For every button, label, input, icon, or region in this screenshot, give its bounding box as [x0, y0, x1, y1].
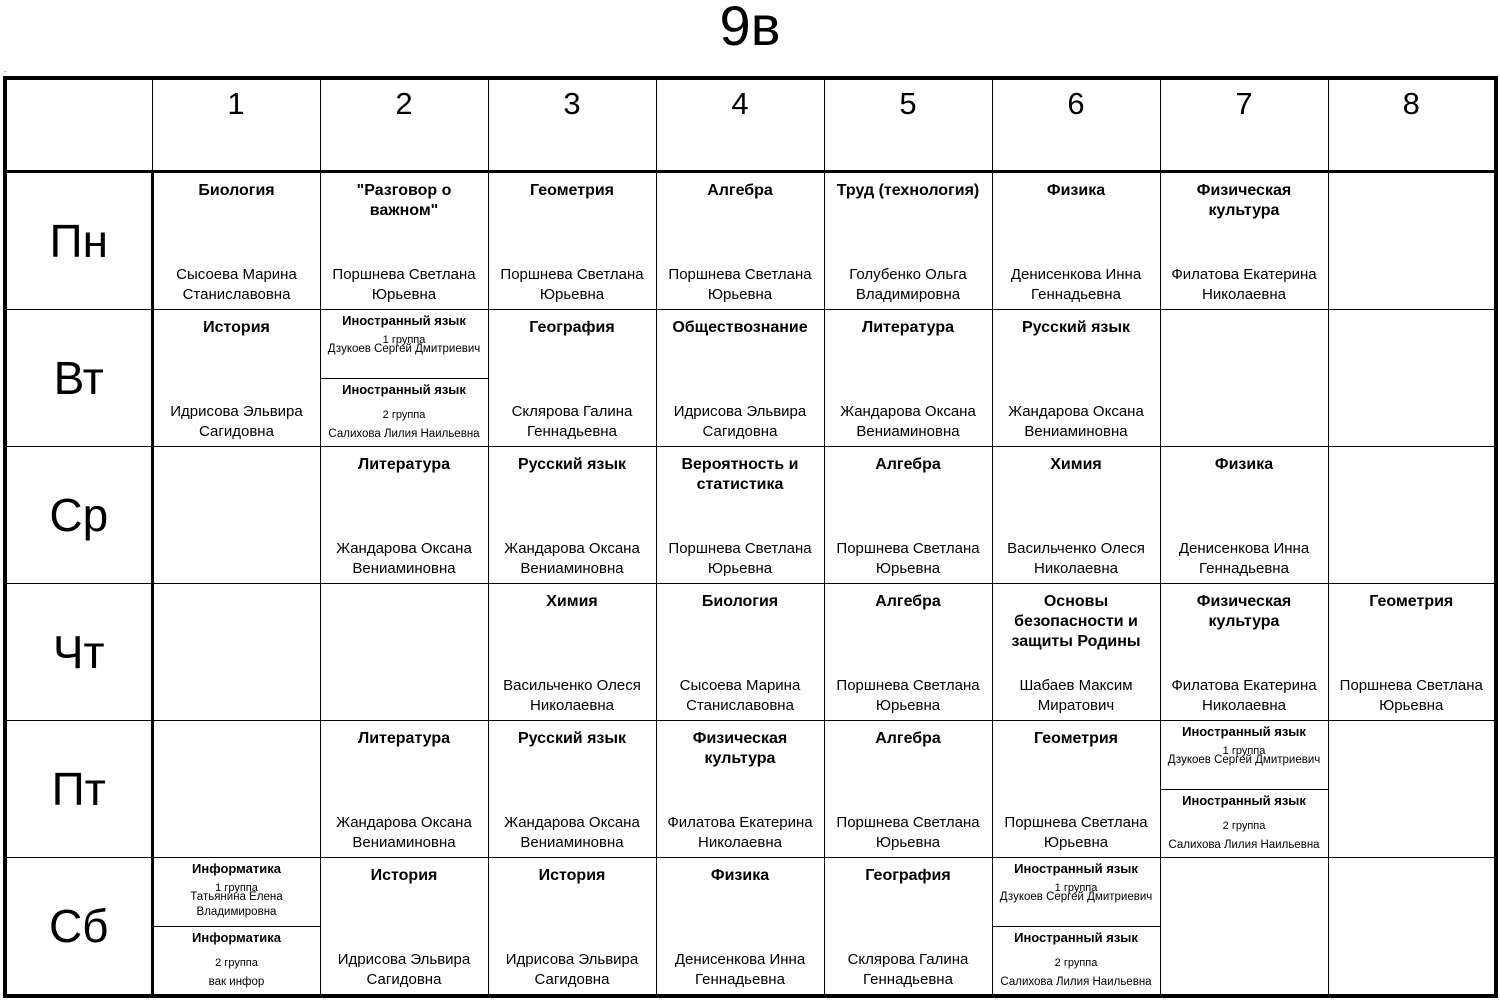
teacher-name: Склярова Галина Геннадьевна: [847, 951, 969, 988]
day-row: [5, 858, 1496, 997]
teacher-name: Поршнева Светлана Юрьевна: [668, 540, 812, 577]
lesson-cell: [656, 721, 824, 858]
teacher-name: Салихова Лилия Наильевна: [1168, 839, 1320, 851]
lesson-cell-content: [825, 721, 992, 857]
period-header-7: 7: [1160, 78, 1328, 172]
subject-name: Физика: [1214, 456, 1274, 473]
subject-name: Иностранный язык: [1182, 793, 1306, 808]
subject-name: Физическая культура: [1196, 182, 1292, 219]
lesson-cell: [1328, 584, 1496, 721]
teacher-name: Жандарова Оксана Вениаминовна: [1008, 403, 1144, 440]
lesson-cell-content: [1161, 447, 1328, 583]
lesson-cell: [992, 858, 1160, 997]
day-row: [5, 172, 1496, 310]
day-row: [5, 447, 1496, 584]
corner-mark: .: [4, 65, 7, 74]
subject-name: Физика: [710, 867, 770, 884]
subject-name: Физическая культура: [692, 730, 788, 767]
lesson-cell: [488, 172, 656, 310]
group-label: 2 группа: [1054, 957, 1098, 969]
teacher-name: Филатова Екатерина Николаевна: [1171, 677, 1317, 714]
subject-name: Русский язык: [517, 730, 627, 747]
subject-name: Химия: [1050, 456, 1102, 473]
lesson-cell: [1160, 447, 1328, 584]
lesson-cell-content: [154, 310, 320, 446]
lesson-cell-content: [1161, 721, 1328, 857]
lesson-cell-content: [657, 858, 824, 994]
day-row: [5, 310, 1496, 447]
day-label: Вт: [5, 310, 152, 447]
teacher-name: Филатова Екатерина Николаевна: [1171, 266, 1317, 303]
teacher-name: Салихова Лилия Наильевна: [1000, 976, 1152, 988]
teacher-name: Поршнева Светлана Юрьевна: [332, 266, 476, 303]
lesson-cell: [152, 584, 320, 721]
lesson-cell-content: [825, 173, 992, 309]
lesson-cell: [1160, 858, 1328, 997]
lesson-cell-content: [657, 584, 824, 720]
lesson-cell: [824, 858, 992, 997]
teacher-name: Дзукоев Сергей Дмитриевич: [1167, 754, 1321, 766]
period-header-8: 8: [1328, 78, 1496, 172]
group-label: 1 группа: [215, 882, 258, 894]
lesson-cell: [152, 721, 320, 858]
lesson-cell-content: [154, 173, 320, 309]
subject-name: Алгебра: [875, 593, 941, 610]
lesson-cell: [488, 721, 656, 858]
period-header-3: 3: [488, 78, 656, 172]
subject-name: Геометрия: [1369, 593, 1454, 610]
subject-name: Русский язык: [517, 456, 627, 473]
lesson-cell-content: [1329, 721, 1495, 857]
subject-name: Иностранный язык: [342, 313, 466, 328]
teacher-name: Жандарова Оксана Вениаминовна: [840, 403, 976, 440]
group-1-subcell: [154, 858, 320, 927]
lesson-cell-content: [1329, 310, 1495, 446]
group-2-subcell: [154, 927, 320, 995]
teacher-name: Дзукоев Сергей Дмитриевич: [999, 891, 1153, 903]
day-label: Пн: [5, 172, 152, 310]
subject-name: Алгебра: [875, 456, 941, 473]
day-label: Пт: [5, 721, 152, 858]
lesson-cell-content: [1161, 173, 1328, 309]
teacher-name: Поршнева Светлана Юрьевна: [836, 540, 980, 577]
lesson-cell-content: [993, 858, 1160, 994]
lesson-cell-content: [489, 310, 656, 446]
lesson-cell-content: [154, 721, 320, 857]
lesson-cell-content: [825, 584, 992, 720]
lesson-cell-content: [657, 173, 824, 309]
teacher-name: Голубенко Ольга Владимировна: [849, 266, 967, 303]
lesson-cell-content: [993, 584, 1160, 720]
group-label: 1 группа: [382, 334, 426, 346]
teacher-name: Идрисова Эльвира Сагидовна: [170, 403, 303, 440]
day-row: [5, 721, 1496, 858]
teacher-name: Поршнева Светлана Юрьевна: [836, 677, 980, 714]
teacher-name: Денисенкова Инна Геннадьевна: [1010, 266, 1142, 303]
teacher-name: вак инфор: [208, 976, 265, 988]
teacher-name: Поршнева Светлана Юрьевна: [836, 814, 980, 851]
lesson-cell: [1160, 584, 1328, 721]
subject-name: Информатика: [192, 861, 281, 876]
group-label: 2 группа: [1222, 820, 1266, 832]
teacher-name: Филатова Екатерина Николаевна: [667, 814, 813, 851]
day-label: Ср: [5, 447, 152, 584]
lesson-cell-content: [321, 858, 488, 994]
subject-name: Иностранный язык: [1014, 930, 1138, 945]
lesson-cell-content: [154, 447, 320, 583]
subject-name: Основы безопасности и защиты Родины: [1011, 593, 1141, 650]
lesson-cell-content: [1161, 310, 1328, 446]
group-label: 1 группа: [1054, 882, 1098, 894]
subject-name: Иностранный язык: [1182, 724, 1306, 739]
lesson-cell: [656, 584, 824, 721]
lesson-cell-content: [489, 173, 656, 309]
lesson-cell: [1328, 172, 1496, 310]
lesson-cell-content: [1161, 858, 1328, 994]
day-label: Сб: [5, 858, 152, 997]
lesson-cell: [992, 721, 1160, 858]
lesson-cell-content: [993, 721, 1160, 857]
lesson-cell: [1160, 721, 1328, 858]
group-label: 2 группа: [382, 409, 426, 421]
teacher-name: Денисенкова Инна Геннадьевна: [1178, 540, 1310, 577]
subject-name: Физика: [1046, 182, 1106, 199]
lesson-cell-content: [825, 310, 992, 446]
teacher-name: Жандарова Оксана Вениаминовна: [504, 540, 640, 577]
teacher-name: Жандарова Оксана Вениаминовна: [336, 814, 472, 851]
lesson-cell: [488, 310, 656, 447]
lesson-cell: [320, 721, 488, 858]
lesson-cell-content: [657, 721, 824, 857]
lesson-cell: [152, 447, 320, 584]
teacher-name: Шабаев Максим Миратович: [1019, 677, 1133, 714]
group-2-subcell: [993, 927, 1160, 995]
lesson-cell: [320, 584, 488, 721]
lesson-cell-content: [825, 858, 992, 994]
subject-name: Обществознание: [672, 319, 808, 336]
lesson-cell: [1160, 172, 1328, 310]
subject-name: Биология: [701, 593, 779, 610]
teacher-name: Идрисова Эльвира Сагидовна: [337, 951, 471, 988]
subject-name: Информатика: [192, 930, 281, 945]
lesson-cell-content: [993, 447, 1160, 583]
lesson-cell-content: [321, 310, 488, 446]
teacher-name: Татьянина Елена Владимировна: [190, 891, 283, 918]
lesson-cell: [1328, 858, 1496, 997]
teacher-name: Жандарова Оксана Вениаминовна: [504, 814, 640, 851]
lesson-cell: [1328, 310, 1496, 447]
group-label: 2 группа: [215, 957, 258, 969]
subject-name: Литература: [861, 319, 955, 336]
lesson-cell: [488, 447, 656, 584]
subject-name: Вероятность и статистика: [681, 456, 799, 493]
teacher-name: Денисенкова Инна Геннадьевна: [674, 951, 806, 988]
lesson-cell: [824, 172, 992, 310]
lesson-cell: [1328, 721, 1496, 858]
lesson-cell-content: [154, 584, 320, 720]
lesson-cell: [992, 584, 1160, 721]
group-label: 1 группа: [1222, 745, 1266, 757]
group-2-subcell: [1161, 790, 1328, 858]
lesson-cell: [152, 310, 320, 447]
group-1-subcell: [321, 310, 488, 379]
lesson-cell-content: [993, 310, 1160, 446]
lesson-cell-content: [657, 447, 824, 583]
subject-name: История: [203, 319, 270, 336]
subject-name: Иностранный язык: [342, 382, 466, 397]
lesson-cell-content: [657, 310, 824, 446]
teacher-name: Идрисова Эльвира Сагидовна: [673, 403, 807, 440]
teacher-name: Сысоева Марина Станиславовна: [679, 677, 801, 714]
subject-name: Геометрия: [1033, 730, 1119, 747]
teacher-name: Поршнева Светлана Юрьевна: [500, 266, 644, 303]
lesson-cell: [1160, 310, 1328, 447]
teacher-name: Васильченко Олеся Николаевна: [503, 677, 641, 714]
subject-name: Алгебра: [875, 730, 941, 747]
lesson-cell-content: [489, 584, 656, 720]
lesson-cell: [152, 172, 320, 310]
subject-name: Физическая культура: [1196, 593, 1292, 630]
teacher-name: Васильченко Олеся Николаевна: [1007, 540, 1145, 577]
subject-name: Литература: [357, 456, 451, 473]
teacher-name: Идрисова Эльвира Сагидовна: [505, 951, 639, 988]
lesson-cell: [656, 447, 824, 584]
lesson-cell: [824, 447, 992, 584]
lesson-cell-content: [489, 858, 656, 994]
lesson-cell: [1328, 447, 1496, 584]
lesson-cell-content: [154, 858, 320, 994]
lesson-cell: [656, 858, 824, 997]
day-label: Чт: [5, 584, 152, 721]
lesson-cell-content: [825, 447, 992, 583]
corner-cell: [5, 78, 152, 172]
subject-name: Химия: [546, 593, 598, 610]
subject-name: География: [529, 319, 615, 336]
subject-name: География: [865, 867, 951, 884]
period-header-2: 2: [320, 78, 488, 172]
teacher-name: Поршнева Светлана Юрьевна: [1004, 814, 1148, 851]
lesson-cell-content: [1329, 173, 1495, 309]
lesson-cell-content: [1329, 447, 1495, 583]
subject-name: История: [370, 867, 438, 884]
lesson-cell-content: [993, 173, 1160, 309]
subject-name: Труд (технология): [836, 182, 980, 199]
schedule-title: 9в: [719, 0, 781, 57]
lesson-cell: [992, 172, 1160, 310]
group-2-subcell: [321, 379, 488, 447]
lesson-cell: [320, 172, 488, 310]
lesson-cell: [656, 310, 824, 447]
lesson-cell-content: [321, 721, 488, 857]
lesson-cell: [824, 584, 992, 721]
period-header-4: 4: [656, 78, 824, 172]
lesson-cell-content: [489, 447, 656, 583]
timetable: [3, 76, 1498, 998]
teacher-name: Склярова Галина Геннадьевна: [511, 403, 633, 440]
period-header-6: 6: [992, 78, 1160, 172]
lesson-cell: [992, 447, 1160, 584]
subject-name: Алгебра: [707, 182, 773, 199]
lesson-cell-content: [1329, 858, 1495, 994]
period-header-1: 1: [152, 78, 320, 172]
lesson-cell: [488, 858, 656, 997]
teacher-name: Салихова Лилия Наильевна: [328, 428, 480, 440]
group-1-subcell: [993, 858, 1160, 927]
teacher-name: Поршнева Светлана Юрьевна: [668, 266, 812, 303]
subject-name: История: [538, 867, 606, 884]
period-header-5: 5: [824, 78, 992, 172]
lesson-cell: [824, 721, 992, 858]
lesson-cell: [824, 310, 992, 447]
lesson-cell-content: [321, 173, 488, 309]
group-1-subcell: [1161, 721, 1328, 790]
lesson-cell-content: [1161, 584, 1328, 720]
lesson-cell: [488, 584, 656, 721]
day-row: [5, 584, 1496, 721]
subject-name: Биология: [198, 182, 275, 199]
subject-name: "Разговор о важном": [356, 182, 452, 219]
subject-name: Иностранный язык: [1014, 861, 1138, 876]
lesson-cell-content: [321, 584, 488, 720]
lesson-cell-content: [321, 447, 488, 583]
period-header-row: [5, 78, 1496, 172]
lesson-cell: [320, 858, 488, 997]
teacher-name: Жандарова Оксана Вениаминовна: [336, 540, 472, 577]
subject-name: Литература: [357, 730, 451, 747]
lesson-cell: [656, 172, 824, 310]
teacher-name: Поршнева Светлана Юрьевна: [1339, 677, 1483, 714]
teacher-name: Дзукоев Сергей Дмитриевич: [327, 343, 481, 355]
lesson-cell-content: [1329, 584, 1495, 720]
lesson-cell: [152, 858, 320, 997]
subject-name: Геометрия: [529, 182, 615, 199]
lesson-cell-content: [489, 721, 656, 857]
teacher-name: Сысоева Марина Станиславовна: [176, 266, 297, 303]
lesson-cell: [320, 447, 488, 584]
lesson-cell: [320, 310, 488, 447]
lesson-cell: [992, 310, 1160, 447]
subject-name: Русский язык: [1021, 319, 1131, 336]
